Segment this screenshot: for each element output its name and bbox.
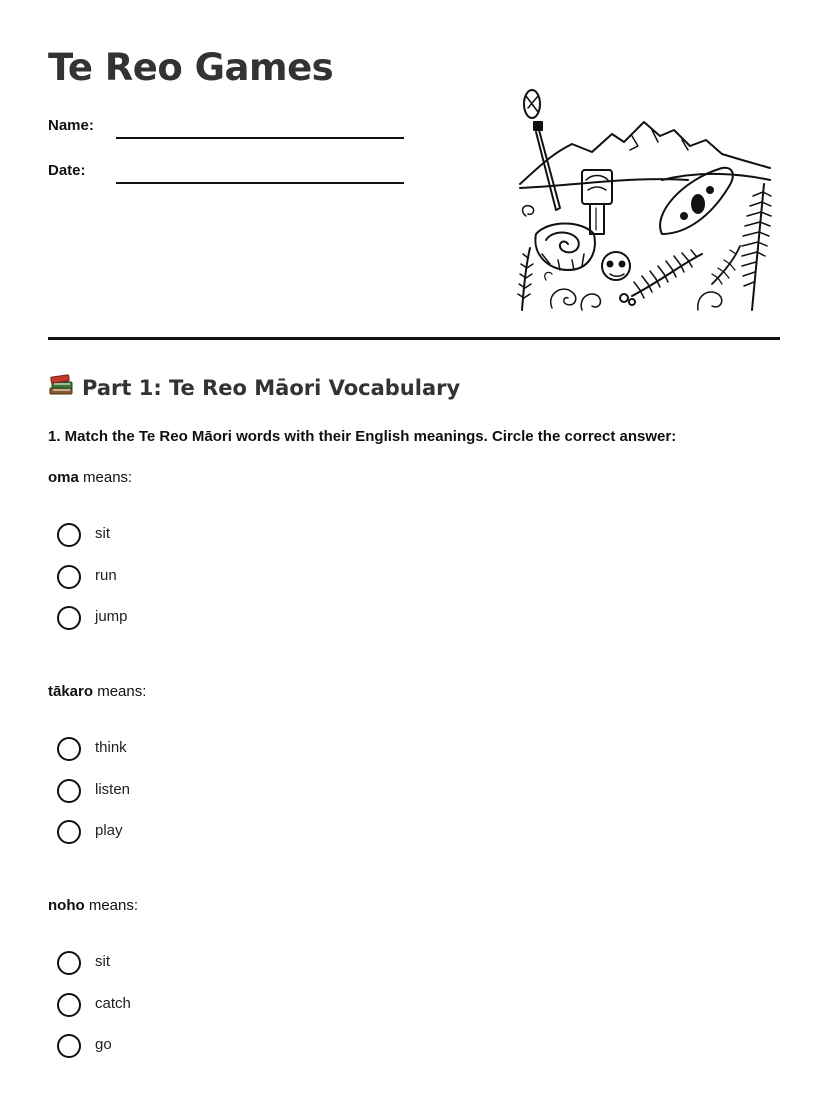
name-field[interactable] (48, 117, 408, 141)
question-prompt (48, 469, 448, 486)
date-field[interactable] (48, 162, 408, 186)
option-label: run (95, 566, 117, 584)
means-label: means: (88, 897, 139, 914)
radio-circle-icon[interactable] (57, 993, 81, 1017)
radio-circle-icon[interactable] (57, 606, 81, 630)
option-label: sit (95, 953, 110, 970)
radio-circle-icon[interactable] (57, 779, 81, 803)
question-prompt (48, 897, 448, 914)
radio-circle-icon[interactable] (57, 565, 81, 589)
section-heading (48, 374, 460, 403)
name-label: Name: (48, 117, 94, 134)
books-icon (48, 374, 74, 403)
page-title: Te Reo Games (48, 46, 334, 89)
option-label: think (95, 739, 127, 756)
question-prompt (48, 683, 448, 700)
radio-circle-icon[interactable] (57, 523, 81, 547)
option-label: jump (95, 608, 128, 625)
section-title: Part 1: Te Reo Māori Vocabulary (82, 376, 461, 400)
option-label: sit (95, 525, 110, 542)
section-divider (48, 337, 780, 340)
option-label: go (95, 1036, 112, 1053)
radio-circle-icon[interactable] (57, 820, 81, 844)
option-label: catch (95, 994, 131, 1012)
means-label: means: (97, 683, 147, 700)
question-noho (48, 897, 448, 1053)
means-label: means: (83, 469, 133, 486)
maori-word: tākaro (48, 683, 94, 700)
radio-circle-icon[interactable] (57, 737, 81, 761)
option-label: listen (95, 780, 131, 798)
radio-circle-icon[interactable] (57, 1034, 81, 1058)
date-label: Date: (48, 162, 86, 179)
radio-circle-icon[interactable] (57, 951, 81, 975)
option-label: play (95, 822, 123, 839)
instruction-text: 1. Match the Te Reo Māori words with their English meanings. Circle the correct answer: (48, 428, 677, 445)
question-takaro (48, 683, 448, 839)
date-line[interactable] (116, 182, 404, 184)
name-line[interactable] (116, 137, 404, 139)
maori-word: oma (48, 469, 79, 486)
question-oma (48, 469, 448, 625)
maori-culture-illustration (512, 84, 780, 316)
maori-word: noho (48, 897, 85, 914)
